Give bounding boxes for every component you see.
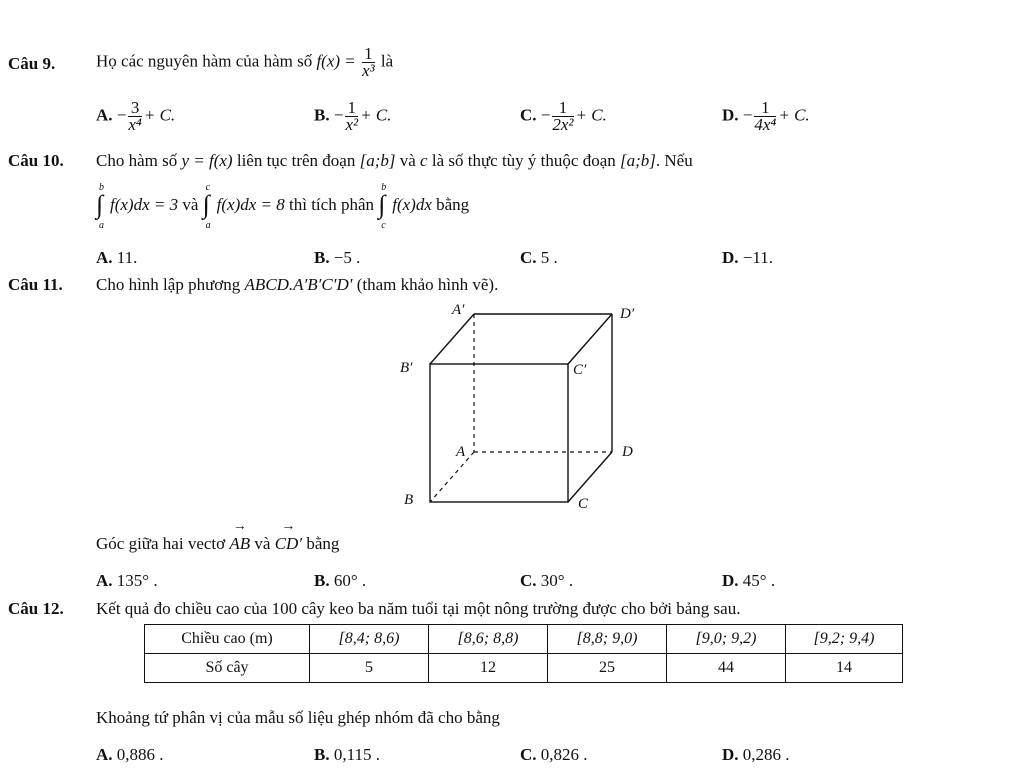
vector-CD1: → CD′	[275, 534, 302, 554]
table-cell: 5	[310, 654, 429, 683]
q11-and: và	[254, 534, 271, 553]
q10-text-3: và	[399, 151, 416, 170]
option-fraction	[128, 100, 141, 133]
vertex-label-B1: B′	[400, 360, 413, 376]
question-10-integrals	[96, 182, 470, 231]
question-10	[8, 151, 64, 171]
integral-upper: b	[99, 182, 104, 193]
option-tail: + C.	[143, 105, 176, 125]
option-value: 135° .	[116, 571, 158, 590]
edge-AB-hidden	[430, 452, 474, 502]
q9-option-d[interactable]	[722, 100, 810, 133]
option-label: D.	[722, 248, 739, 267]
question-9-suffix: là	[380, 51, 394, 71]
option-value: −11.	[742, 248, 773, 267]
table-cell: [9,2; 9,4)	[786, 625, 903, 654]
question-12-label: Câu 12.	[8, 599, 64, 618]
question-12	[8, 599, 64, 619]
table-cell: [8,4; 8,6)	[310, 625, 429, 654]
q10-option-b[interactable]	[314, 248, 360, 268]
integral-3: b ∫ c	[378, 182, 387, 231]
q9-option-a[interactable]	[96, 100, 175, 133]
option-label: B.	[314, 571, 330, 590]
option-fraction	[345, 100, 358, 133]
option-label: C.	[520, 745, 537, 764]
q10-text-1: Cho hàm số	[96, 151, 178, 170]
q12-question: Khoảng tứ phân vị của mẫu số liệu ghép nhóm đã cho bằng	[96, 708, 500, 727]
q11-note: (tham khảo hình vẽ).	[356, 275, 499, 294]
frequency-table	[144, 624, 903, 683]
option-value: 45° .	[742, 571, 776, 590]
option-sign: −	[116, 105, 127, 125]
vertex-label-A1: A′	[452, 302, 465, 318]
option-value: 0,886 .	[116, 745, 164, 764]
option-label: D.	[722, 571, 739, 590]
integral-lower: a	[99, 220, 104, 231]
table-cell: [8,6; 8,8)	[429, 625, 548, 654]
option-label: B.	[314, 248, 330, 267]
question-10-label: Câu 10.	[8, 151, 64, 170]
q10-option-c[interactable]	[520, 248, 558, 268]
option-tail: + C.	[575, 105, 607, 125]
fraction-numerator: 1	[754, 100, 776, 117]
table-row	[145, 625, 903, 654]
fraction-denominator: 2x²	[552, 115, 574, 134]
q10-option-d[interactable]	[722, 248, 773, 268]
question-10-text	[96, 151, 693, 171]
integral-2: c ∫ a	[202, 182, 211, 231]
q11-cube-name: ABCD.A′B′C′D′	[244, 275, 353, 294]
fraction-numerator: 1	[362, 46, 375, 63]
q9-option-c[interactable]	[520, 100, 607, 133]
table-header-height: Chiều cao (m)	[145, 625, 310, 654]
q12-option-b[interactable]	[314, 745, 380, 765]
vertex-label-C1: C′	[573, 362, 587, 378]
q10-text-2: liên tục trên đoạn	[236, 151, 356, 170]
q12-option-c[interactable]	[520, 745, 588, 765]
q11-text: Cho hình lập phương	[96, 275, 241, 294]
vertex-label-D1: D′	[620, 306, 635, 322]
q10-text-4: là số thực tùy ý thuộc đoạn	[431, 151, 616, 170]
table-header-count: Số cây	[145, 654, 310, 683]
question-11-text	[96, 275, 498, 295]
question-9	[8, 54, 55, 74]
question-11-label: Câu 11.	[8, 275, 63, 294]
question-9-prompt: Họ các nguyên hàm của hàm số	[96, 51, 313, 71]
option-fraction	[754, 100, 776, 133]
option-label: C.	[520, 105, 537, 125]
table-cell: 12	[429, 654, 548, 683]
table-cell: [9,0; 9,2)	[667, 625, 786, 654]
q10-interval: [a;b]	[359, 151, 396, 170]
q10-interval-2: [a;b]	[620, 151, 656, 170]
option-sign: −	[742, 105, 753, 125]
table-row	[145, 654, 903, 683]
fraction-numerator: 3	[128, 100, 141, 117]
question-12-text	[96, 599, 740, 619]
q10-then: thì tích phân	[289, 194, 374, 214]
fraction-denominator: x³	[362, 61, 375, 80]
q11-option-d[interactable]	[722, 571, 775, 591]
q11-option-c[interactable]	[520, 571, 573, 591]
table-cell: 44	[667, 654, 786, 683]
q9-option-b[interactable]	[314, 100, 391, 133]
option-label: A.	[96, 105, 113, 125]
option-label: B.	[314, 745, 330, 764]
vector-AB: → AB	[229, 534, 250, 554]
q10-text-5: . Nếu	[655, 151, 693, 170]
option-sign: −	[333, 105, 344, 125]
option-sign: −	[540, 105, 551, 125]
question-9-function: f(x) =	[316, 51, 356, 71]
front-face	[430, 364, 568, 502]
fraction-denominator: x⁴	[128, 115, 142, 134]
q12-text: Kết quả đo chiều cao của 100 cây keo ba năm tuổi tại một nông trường được cho bởi bảng sau.	[96, 599, 741, 618]
option-tail: + C.	[778, 105, 810, 125]
integral-1: b ∫ a	[96, 182, 104, 231]
q11-option-a[interactable]	[96, 571, 158, 591]
option-value: 0,826 .	[540, 745, 588, 764]
q10-c: c	[420, 151, 428, 170]
q12-option-a[interactable]	[96, 745, 164, 765]
vertex-label-A: A	[456, 444, 466, 460]
integral-upper: c	[205, 182, 211, 193]
table-cell: [8,8; 9,0)	[548, 625, 667, 654]
integral-2-body: f(x)dx = 8	[216, 194, 285, 214]
table-cell: 25	[548, 654, 667, 683]
edge-D1C1	[568, 314, 612, 364]
option-label: A.	[96, 248, 113, 267]
integral-lower: a	[205, 220, 211, 231]
option-label: D.	[722, 105, 739, 125]
option-fraction	[552, 100, 573, 133]
q11-question-pre: Góc giữa hai vectơ	[96, 534, 226, 553]
question-11	[8, 275, 63, 295]
option-tail: + C.	[360, 105, 392, 125]
vertex-label-C: C	[578, 496, 589, 512]
fraction-numerator: 1	[345, 100, 358, 117]
q10-equals: bằng	[436, 194, 470, 214]
option-value: 0,115 .	[333, 745, 380, 764]
option-value: 11.	[116, 248, 138, 267]
integral-upper: b	[381, 182, 387, 193]
option-value: 30° .	[540, 571, 574, 590]
fraction-denominator: x²	[345, 115, 359, 134]
question-12-prompt	[96, 708, 500, 728]
option-value: 0,286 .	[742, 745, 790, 764]
q11-question-post: bằng	[306, 534, 340, 553]
question-9-label: Câu 9.	[8, 54, 56, 73]
integral-1-body: f(x)dx = 3	[110, 194, 179, 214]
option-label: B.	[314, 105, 330, 125]
option-value: −5 .	[333, 248, 361, 267]
fraction-numerator: 1	[552, 100, 573, 117]
q10-function: y = f(x)	[181, 151, 233, 170]
question-9-text	[96, 46, 393, 79]
vertex-label-D: D	[622, 444, 633, 460]
q11-option-b[interactable]	[314, 571, 366, 591]
integral-3-body: f(x)dx	[392, 194, 432, 214]
option-label: A.	[96, 571, 113, 590]
option-label: C.	[520, 248, 537, 267]
question-9-fraction	[362, 46, 375, 79]
option-label: A.	[96, 745, 113, 764]
fraction-denominator: 4x⁴	[754, 115, 777, 134]
q10-option-a[interactable]	[96, 248, 137, 268]
option-label: C.	[520, 571, 537, 590]
question-11-prompt	[96, 534, 339, 554]
option-label: D.	[722, 745, 739, 764]
q12-option-d[interactable]	[722, 745, 790, 765]
cube-figure	[390, 296, 660, 521]
integral-lower: c	[381, 220, 386, 231]
option-value: 60° .	[333, 571, 367, 590]
edge-DC	[568, 452, 612, 502]
q10-and: và	[182, 194, 199, 214]
option-value: 5 .	[540, 248, 558, 267]
vertex-label-B: B	[404, 492, 414, 508]
table-cell: 14	[786, 654, 903, 683]
edge-A1B1	[430, 314, 474, 364]
